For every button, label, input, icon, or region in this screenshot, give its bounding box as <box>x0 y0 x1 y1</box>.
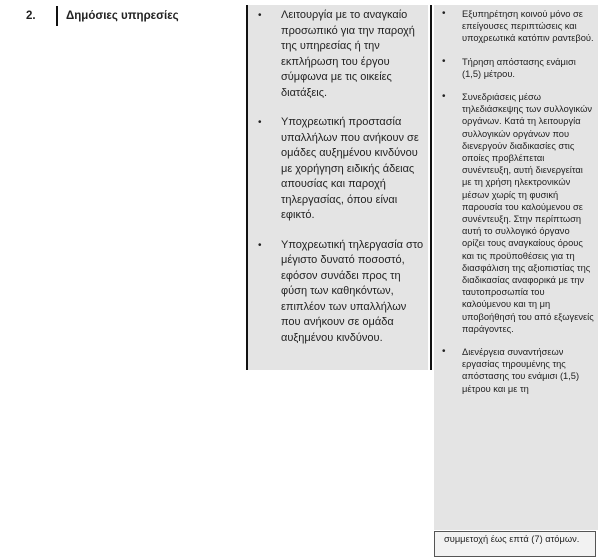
measure-text: Υποχρεωτική προστασία υπαλλήλων που ανήκουν σε ομάδες αυξημένου κινδύνου με χορήγηση ειδικής άδειας απουσίας και παροχή τηλεργασίας, όπου είναι εφικτό. <box>281 116 419 221</box>
list-item <box>256 238 424 347</box>
additional-measures-list <box>440 8 594 406</box>
measure-text: Υποχρεωτική τηλεργασία στο μέγιστο δυνατό ποσοστό, εφόσον συνάδει προς τη φύση των καθηκόντων, επιπλέον των υπαλλήλων που ανήκουν σε ομάδα αυξημένου κινδύνου. <box>281 238 424 344</box>
list-item <box>256 8 424 101</box>
continuation-text: συμμετοχή έως επτά (7) ατόμων. <box>444 534 580 544</box>
bullet-icon: • <box>442 55 446 67</box>
measure-text: Διενέργεια συναντήσεων εργασίας τηρουμένης της απόστασης του ενάμισι (1,5) μέτρου και με τη <box>462 347 580 394</box>
bullet-icon: • <box>442 346 446 358</box>
list-item <box>440 346 594 395</box>
list-item <box>440 91 594 335</box>
row-number: 2. <box>26 10 36 22</box>
column-divider-right <box>430 5 432 370</box>
bullet-icon: • <box>258 239 262 251</box>
measure-text: Εξυπηρέτηση κοινού μόνο σε επείγουσες περιπτώσεις και υποχρεωτικά κατόπιν ραντεβού. <box>462 9 594 44</box>
list-item <box>440 56 594 80</box>
list-item <box>256 115 424 224</box>
bullet-icon: • <box>442 8 446 19</box>
bullet-icon: • <box>442 91 446 103</box>
row-title-divider <box>56 6 58 26</box>
list-item <box>440 8 594 45</box>
row-title: Δημόσιες υπηρεσίες <box>66 10 179 22</box>
measure-text: Συνεδριάσεις μέσω τηλεδιάσκεψης των συλλογικών οργάνων. Κατά τη λειτουργία συλλογικών οργάνων που διενεργούν διαδικασίες στις οποίες προβλέπεται συνέντευξη, αυτή διενεργείται με τη χρήση ηλεκτρονικών μέσων χωρίς τη φυσική παρουσία του καλούμενου σε συνέντευξη. Στην περίπτωση αυτή το συλλογικό όργανο ορίζει τους αναγκαίους όρους και τις προϋποθέσεις για τη διασφάλιση της αξιοπιστίας της διαδικασίας αναφορικά με την ταυτοπροσωπία του καλούμενου και τη μη υποβοήθησή του από εξωγενείς παράγοντες. <box>462 92 594 334</box>
measure-text: Τήρηση απόστασης ενάμισι (1,5) μέτρου. <box>462 56 576 79</box>
measure-text: Λειτουργία με το αναγκαίο προσωπικό για την παροχή της υπηρεσίας ή την εκπλήρωση του έργου σύμφωνα με τις οικείες διατάξεις. <box>281 9 415 99</box>
bullet-icon: • <box>258 117 262 128</box>
bullet-icon: • <box>258 10 262 21</box>
measures-list <box>256 8 424 360</box>
